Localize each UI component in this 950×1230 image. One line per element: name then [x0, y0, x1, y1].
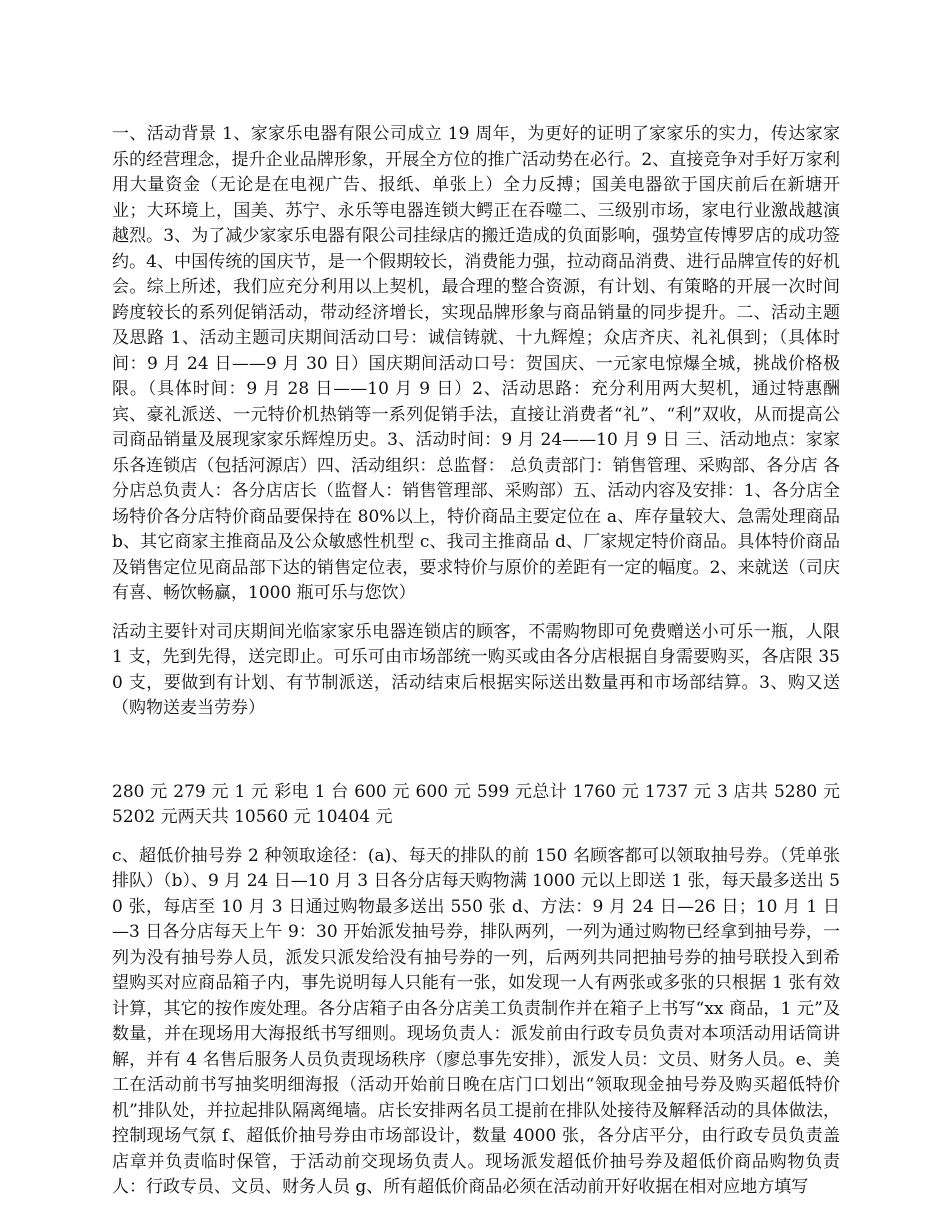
paragraph-price-totals: 280 元 279 元 1 元 彩电 1 台 600 元 600 元 599 元总计 1760 元 1737 元 3 店共 5280 元 5202 元两天共 10560 元 10404 元 [112, 781, 840, 827]
paragraph-lottery-coupons: c、超低价抽号券 2 种领取途径：(a)、每天的排队的前 150 名顾客都可以领取抽号券。（凭单张排队）（b）、9 月 24 日—10 月 3 日各分店每天购物满 1000 元以上即送 1 张，每天最多送出 50 张，每店至 10 月 3 日通过购物最多送出 550 张 d、方法：9 月 24 日—26 日；10 月 1 日—3 日各分店每天上午 9：30 开始派发抽号券，排队两列，一列为通过购物已经拿到抽号券，一列为没有抽号券人员，派发只派发给没有抽号券的一列，后两列共同把抽号券的抽号联投入到希望购买对应商品箱子内，事先说明每人只能有一张，如发现一人有两张或多张的只根据 1 张有效计算，其它的按作废处理。各分店箱子由各分店美工负责制作并在箱子上书写“xx 商品，1 元”及数量，并在现场用大海报纸书写细则。现场负责人：派发前由行政专员负责对本项活动用话筒讲解，并有 4 名售后服务人员负责现场秩序（廖总事先安排），派发人员：文员、财务人员。e、美工在活动前书写抽奖明细海报（活动开始前日晚在店门口划出“领取现金抽号券及购买超低特价机”排队处，并拉起排队隔离绳墙。店长安排两名员工提前在排队处接待及解释活动的具体做法，控制现场气氛 f、超低价抽号券由市场部设计，数量 4000 张，各分店平分，由行政专员负责盖店章并负责临时保管，于活动前交现场负责人。现场派发超低价抽号券及超低价商品购物负责人：行政专员、文员、财务人员 g、所有超低价商品必须在活动前开好收据在相对应地方填写 [112, 845, 840, 1197]
document-body [112, 122, 840, 1201]
paragraph-background-theme: 一、活动背景 1、家家乐电器有限公司成立 19 周年，为更好的证明了家家乐的实力，传达家家乐的经营理念，提升企业品牌形象，开展全方位的推广活动势在必行。2、直接竞争对手好万家利用大量资金（无论是在电视广告、报纸、单张上）全力反搏；国美电器欲于国庆前后在新塘开业；大环境上，国美、苏宁、永乐等电器连锁大鳄正在吞噬二、三级别市场，家电行业激战越演越烈。3、为了减少家家乐电器有限公司挂绿店的搬迁造成的负面影响，强势宣传博罗店的成功签约。4、中国传统的国庆节，是一个假期较长，消费能力强，拉动商品消费、进行品牌宣传的好机会。综上所述，我们应充分利用以上契机，最合理的整合资源，有计划、有策略的开展一次时间跨度较长的系列促销活动，带动经济增长，实现品牌形象与商品销量的同步提升。二、活动主题及思路 1、活动主题司庆期间活动口号：诚信铸就、十九辉煌；众店齐庆、礼礼俱到；（具体时间：9 月 24 日——9 月 30 日）国庆期间活动口号：贺国庆、一元家电惊爆全城，挑战价格极限。（具体时间：9 月 28 日——10 月 9 日）2、活动思路：充分利用两大契机，通过特惠酬宾、豪礼派送、一元特价机热销等一系列促销手法，直接让消费者“礼”、“利”双收，从而提高公司商品销量及展现家家乐辉煌历史。3、活动时间：9 月 24——10 月 9 日 三、活动地点：家家乐各连锁店（包括河源店）四、活动组织：总监督： 总负责部门：销售管理、采购部、各分店 各分店总负责人：各分店店长（监督人：销售管理部、采购部）五、活动内容及安排：1、各分店全场特价各分店特价商品要保持在 80%以上，特价商品主要定位在 a、库存量较大、急需处理商品 b、其它商家主推商品及公众敏感性机型 c、我司主推商品 d、厂家规定特价商品。具体特价商品及销售定位见商品部下达的销售定位表，要求特价与原价的差距有一定的幅度。2、来就送（司庆有喜、畅饮畅赢，1000 瓶可乐与您饮） [112, 124, 840, 603]
paragraph-free-cola: 活动主要针对司庆期间光临家家乐电器连锁店的顾客，不需购物即可免费赠送小可乐一瓶，人限 1 支，先到先得，送完即止。可乐可由市场部统一购买或由各分店根据自身需要购买，各店限 350 支，要做到有计划、有节制派送，活动结束后根据实际送出数量再和市场部结算。3、购又送（购物送麦当劳券） [112, 621, 840, 718]
